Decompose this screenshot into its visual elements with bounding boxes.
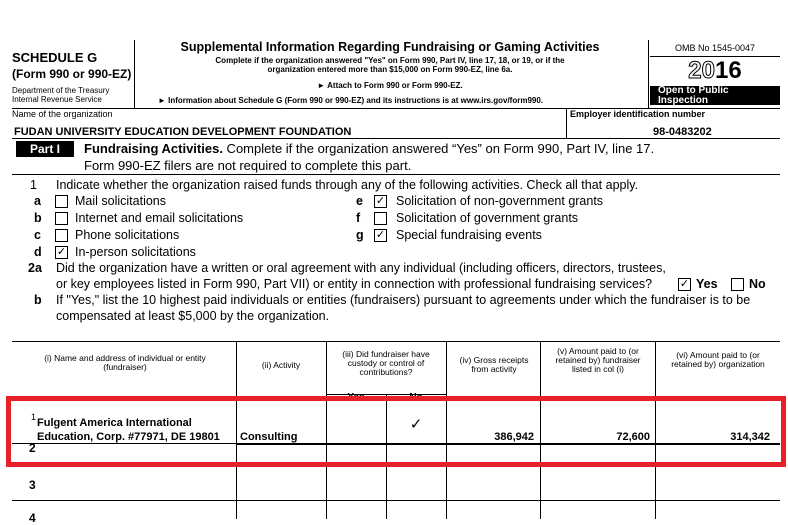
special-events-label: Special fundraising events bbox=[396, 228, 542, 242]
nongov-grants-checkbox[interactable]: ✓ bbox=[375, 195, 386, 207]
mail-solicitations-checkbox[interactable] bbox=[55, 195, 68, 208]
row1-activity: Consulting bbox=[240, 431, 298, 443]
col-name-header: (i) Name and address of individual or entity (fundraiser) bbox=[44, 353, 206, 372]
org-name: FUDAN UNIVERSITY EDUCATION DEVELOPMENT FOUNDATION bbox=[14, 126, 352, 138]
line1c-letter: c bbox=[34, 228, 41, 242]
open-to-public-badge: Open to Public Inspection bbox=[650, 86, 780, 105]
part-subtitle: Form 990-EZ filers are not required to complete this part. bbox=[84, 158, 412, 173]
form-instructions: Complete if the organization answered "Yes" on Form 990, Part IV, line 17, 18, or 19, or if the organization entered more than $15,000 on Form 990-EZ, line 6a. bbox=[215, 56, 565, 74]
line1b-letter: b bbox=[34, 211, 42, 225]
agreement-no-label: No bbox=[749, 277, 766, 291]
part-tag: Part I bbox=[16, 141, 74, 157]
line1-text: Indicate whether the organization raised funds through any of the following activities. Check all that apply. bbox=[56, 178, 639, 192]
internet-solicitations-label: Internet and email solicitations bbox=[75, 211, 244, 225]
row1-custody-no: ✓ bbox=[409, 416, 423, 433]
custody-yes-subheader: Yes bbox=[347, 392, 365, 403]
row4-number: 4 bbox=[29, 511, 36, 525]
inperson-solicitations-label: In-person solicitations bbox=[75, 245, 196, 259]
row1-paid-org: 314,342 bbox=[730, 431, 770, 443]
org-name-label: Name of the organization bbox=[12, 109, 113, 119]
row3-number: 3 bbox=[29, 478, 36, 492]
row1-name-line1: Fulgent America International bbox=[37, 417, 192, 429]
col-gross-header: (iv) Gross receipts from activity bbox=[459, 355, 529, 374]
agreement-yes-label: Yes bbox=[696, 277, 718, 291]
form-label: (Form 990 or 990-EZ) bbox=[12, 67, 132, 81]
line2a-text-1: Did the organization have a written or oral agreement with any individual (including officers, directors, trustees, bbox=[56, 261, 666, 275]
schedule-label: SCHEDULE G bbox=[12, 50, 98, 65]
form-title: Supplemental Information Regarding Fundraising or Gaming Activities bbox=[180, 40, 600, 54]
row1-name-line2: Education, Corp. #77971, DE 19801 bbox=[37, 431, 220, 443]
treasury-label: Department of the Treasury Internal Revenue Service bbox=[12, 86, 110, 104]
col-custody-header: (iii) Did fundraiser have custody or control of contributions? bbox=[342, 349, 430, 377]
line1a-letter: a bbox=[34, 194, 41, 208]
nongov-grants-label: Solicitation of non-government grants bbox=[396, 194, 604, 208]
custody-no-subheader: No bbox=[409, 392, 423, 403]
row1-paid-fundraiser: 72,600 bbox=[616, 431, 650, 443]
info-note: ► Information about Schedule G (Form 990 or 990-EZ) and its instructions is at www.irs.gov/form990. bbox=[158, 96, 544, 105]
col-activity-header: (ii) Activity bbox=[261, 360, 301, 370]
agreement-no-checkbox[interactable] bbox=[731, 278, 744, 291]
agreement-yes-checkbox[interactable]: ✓ bbox=[679, 278, 690, 290]
inperson-solicitations-checkbox[interactable]: ✓ bbox=[56, 246, 67, 258]
part-title: Fundraising Activities. Complete if the organization answered “Yes” on Form 990, Part IV, line 17. bbox=[84, 141, 655, 156]
ein-value: 98-0483202 bbox=[653, 126, 712, 138]
row1-gross-receipts: 386,942 bbox=[494, 431, 534, 443]
line2a-text-2: or key employees listed in Form 990, Part VII) or entity in connection with professional fundraising services? bbox=[56, 277, 653, 291]
col-paid-org-header: (vi) Amount paid to (or retained by) organization bbox=[671, 350, 765, 369]
gov-grants-checkbox[interactable] bbox=[374, 212, 387, 225]
line1-number: 1 bbox=[30, 178, 37, 192]
line2a-number: 2a bbox=[28, 261, 42, 275]
gov-grants-label: Solicitation of government grants bbox=[396, 211, 579, 225]
phone-solicitations-checkbox[interactable] bbox=[55, 229, 68, 242]
internet-solicitations-checkbox[interactable] bbox=[55, 212, 68, 225]
col-paid-fundraiser-header: (v) Amount paid to (or retained by) fundraiser listed in col (i) bbox=[555, 346, 641, 374]
highlight-box bbox=[6, 392, 786, 467]
line1e-letter: e bbox=[356, 194, 363, 208]
line1g-letter: g bbox=[356, 228, 364, 242]
row1-number: 1 bbox=[31, 412, 37, 422]
line1f-letter: f bbox=[356, 211, 361, 225]
line1d-letter: d bbox=[34, 245, 42, 259]
row2-number: 2 bbox=[29, 441, 36, 455]
omb-number: OMB No 1545-0047 bbox=[674, 43, 756, 53]
special-events-checkbox[interactable]: ✓ bbox=[375, 229, 386, 241]
phone-solicitations-label: Phone solicitations bbox=[75, 228, 180, 242]
line2b-number: b bbox=[34, 293, 42, 307]
line2b-text-1: If "Yes," list the 10 highest paid individuals or entities (fundraisers) pursuant to agreements under which the fundraiser is to be bbox=[56, 293, 751, 307]
line2b-text-2: compensated at least $5,000 by the organization. bbox=[56, 309, 330, 323]
tax-year: 2016 bbox=[688, 57, 742, 84]
mail-solicitations-label: Mail solicitations bbox=[75, 194, 167, 208]
attach-note: ► Attach to Form 990 or Form 990-EZ. bbox=[317, 81, 463, 90]
ein-label: Employer identification number bbox=[570, 109, 706, 119]
